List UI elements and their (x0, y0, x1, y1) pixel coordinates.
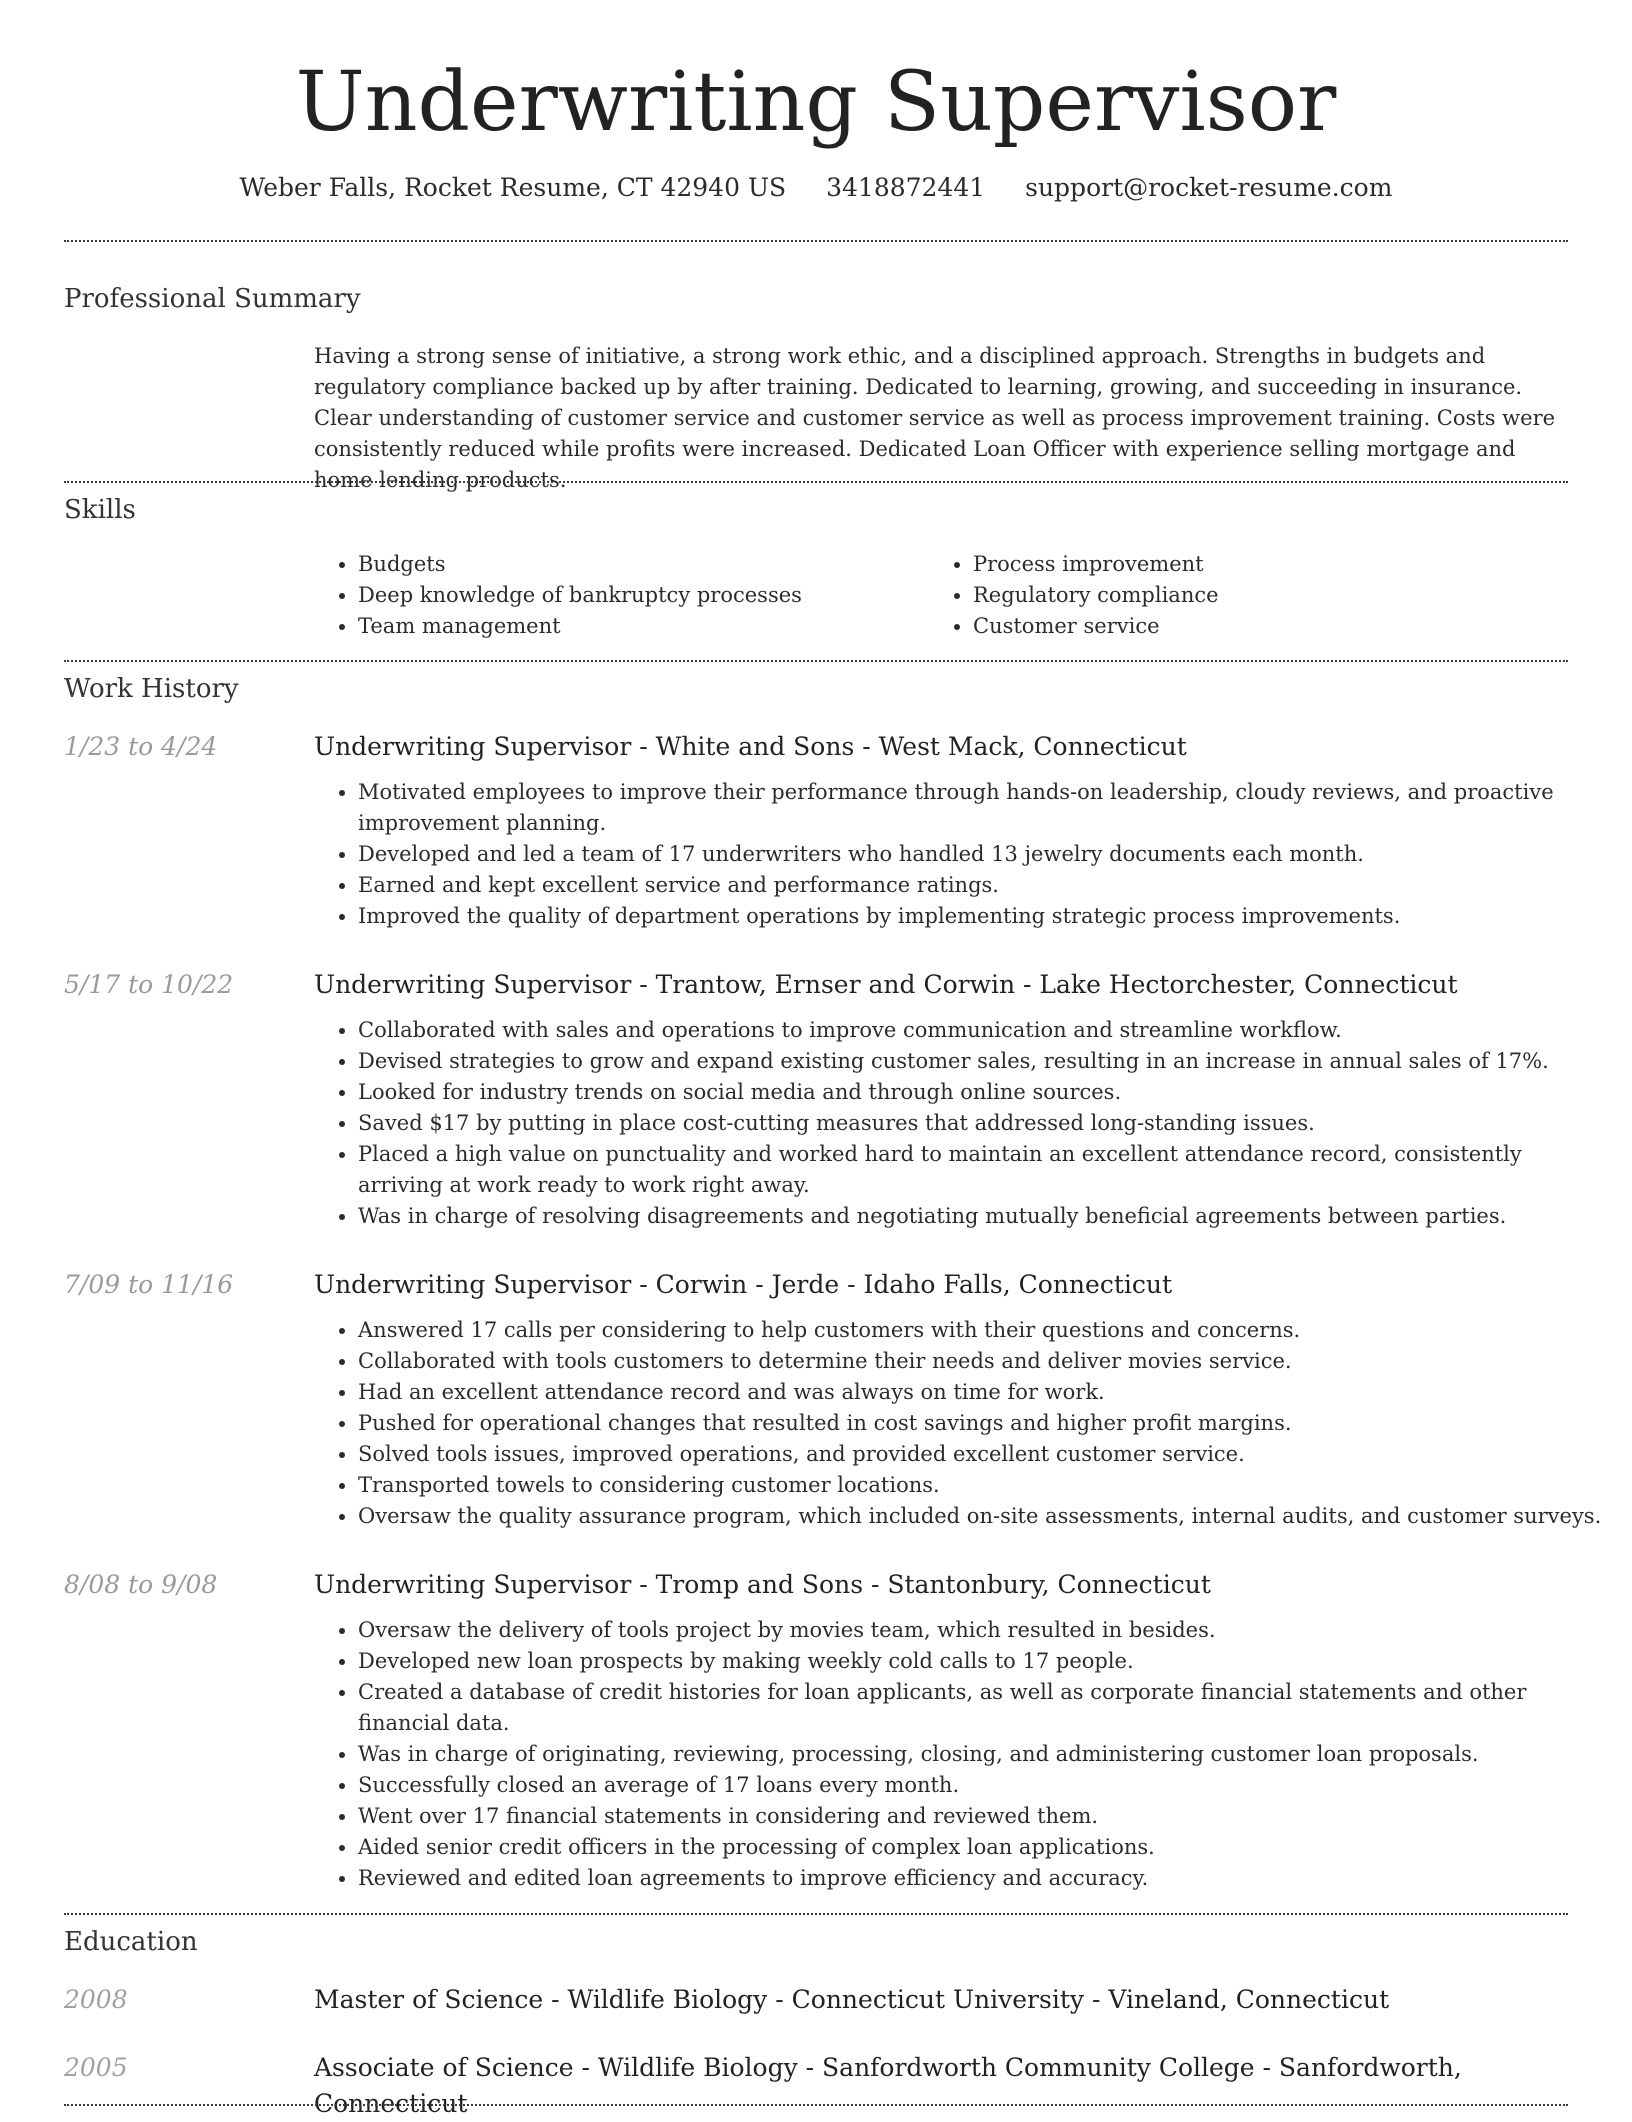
job-bullets (314, 1315, 1608, 1532)
job-bullet: • Successfully closed an average of 17 loans every month. (358, 1770, 1608, 1801)
contact-address: Weber Falls, Rocket Resume, CT 42940 US (239, 173, 787, 202)
contact-email: support@rocket-resume.com (1025, 173, 1393, 202)
job-bullet: • Oversaw the delivery of tools project by movies team, which resulted in besides. (358, 1615, 1608, 1646)
job-bullet: • Transported towels to considering customer locations. (358, 1470, 1608, 1501)
job-bullet: • Developed and led a team of 17 underwriters who handled 13 jewelry documents each month. (358, 839, 1608, 870)
job-title: Underwriting Supervisor - White and Sons - West Mack, Connecticut (314, 732, 1187, 761)
education-degree: Associate of Science - Wildlife Biology - Sanfordworth Community College - Sanfordworth, Connecticut (314, 2053, 1462, 2118)
job-bullet: • Oversaw the quality assurance program, which included on-site assessments, internal audits, and customer surveys. (358, 1501, 1608, 1532)
job-bullet: • Went over 17 financial statements in considering and reviewed them. (358, 1801, 1608, 1832)
job-bullets (314, 1615, 1608, 1894)
skills-column-right (929, 549, 1544, 642)
job-bullet: • Earned and kept excellent service and performance ratings. (358, 870, 1608, 901)
skill-item: • Budgets (358, 549, 929, 580)
job-bullet: • Reviewed and edited loan agreements to improve efficiency and accuracy. (358, 1863, 1608, 1894)
job-bullet: • Solved tools issues, improved operations, and provided excellent customer service. (358, 1439, 1608, 1470)
skills-heading: Skills (64, 495, 136, 525)
education-heading: Education (64, 1927, 198, 1957)
education-year: 2005 (64, 2053, 128, 2082)
job-dates: 5/17 to 10/22 (64, 970, 234, 999)
job-bullet: • Answered 17 calls per considering to help customers with their questions and concerns. (358, 1315, 1608, 1346)
candidate-name: Underwriting Supervisor (295, 55, 1337, 150)
job-bullet: • Collaborated with tools customers to determine their needs and deliver movies service. (358, 1346, 1608, 1377)
section-divider (64, 240, 1568, 242)
job-bullet: • Created a database of credit histories for loan applicants, as well as corporate financial statements and other financial data. (358, 1677, 1608, 1739)
skill-item: • Deep knowledge of bankruptcy processes (358, 580, 929, 611)
skills-list (314, 549, 1564, 642)
skills-column-left (314, 549, 929, 642)
section-divider (64, 660, 1568, 662)
job-bullet: • Was in charge of resolving disagreements and negotiating mutually beneficial agreements between parties. (358, 1201, 1608, 1232)
contact-phone: 3418872441 (826, 173, 986, 202)
section-divider (64, 2104, 1568, 2106)
skill-item: • Process improvement (973, 549, 1544, 580)
job-title: Underwriting Supervisor - Tromp and Sons - Stantonbury, Connecticut (314, 1570, 1211, 1599)
summary-text: Having a strong sense of initiative, a strong work ethic, and a disciplined approach. Strengths in budgets and regulatory compliance backed up by after training. Dedicated to learning, growing, and succeeding in insurance. Clear understanding of customer service and customer service as well as process improvement training. Costs were consistently reduced while profits were increased. Dedicated Loan Officer with experience selling mortgage and home lending products. (314, 344, 1556, 492)
job-bullet: • Developed new loan prospects by making weekly cold calls to 17 people. (358, 1646, 1608, 1677)
section-divider (64, 481, 1568, 483)
work-history-heading: Work History (64, 674, 239, 704)
section-divider (64, 1913, 1568, 1915)
job-dates: 1/23 to 4/24 (64, 732, 218, 761)
job-bullets (314, 777, 1608, 932)
job-bullet: • Placed a high value on punctuality and worked hard to maintain an excellent attendance record, consistently arriving at work ready to work right away. (358, 1139, 1608, 1201)
job-bullet: • Had an excellent attendance record and was always on time for work. (358, 1377, 1608, 1408)
education-year: 2008 (64, 1985, 128, 2014)
job-bullet: • Motivated employees to improve their performance through hands-on leadership, cloudy reviews, and proactive improvement planning. (358, 777, 1608, 839)
job-bullet: • Looked for industry trends on social media and through online sources. (358, 1077, 1608, 1108)
job-bullet: • Was in charge of originating, reviewing, processing, closing, and administering customer loan proposals. (358, 1739, 1608, 1770)
job-title: Underwriting Supervisor - Trantow, Ernser and Corwin - Lake Hectorchester, Connecticut (314, 970, 1458, 999)
job-bullet: • Aided senior credit officers in the processing of complex loan applications. (358, 1832, 1608, 1863)
job-dates: 8/08 to 9/08 (64, 1570, 218, 1599)
job-bullets (314, 1015, 1608, 1232)
job-bullet: • Saved $17 by putting in place cost-cutting measures that addressed long-standing issues. (358, 1108, 1608, 1139)
education-degree: Master of Science - Wildlife Biology - Connecticut University - Vineland, Connecticut (314, 1985, 1390, 2014)
job-bullet: • Pushed for operational changes that resulted in cost savings and higher profit margins. (358, 1408, 1608, 1439)
skill-item: • Team management (358, 611, 929, 642)
job-bullet: • Devised strategies to grow and expand existing customer sales, resulting in an increase in annual sales of 17%. (358, 1046, 1608, 1077)
summary-heading: Professional Summary (64, 284, 361, 314)
skill-item: • Regulatory compliance (973, 580, 1544, 611)
contact-line (0, 170, 1632, 206)
job-dates: 7/09 to 11/16 (64, 1270, 234, 1299)
skill-item: • Customer service (973, 611, 1544, 642)
job-title: Underwriting Supervisor - Corwin - Jerde - Idaho Falls, Connecticut (314, 1270, 1173, 1299)
job-bullet: • Improved the quality of department operations by implementing strategic process improvements. (358, 901, 1608, 932)
job-bullet: • Collaborated with sales and operations to improve communication and streamline workflow. (358, 1015, 1608, 1046)
